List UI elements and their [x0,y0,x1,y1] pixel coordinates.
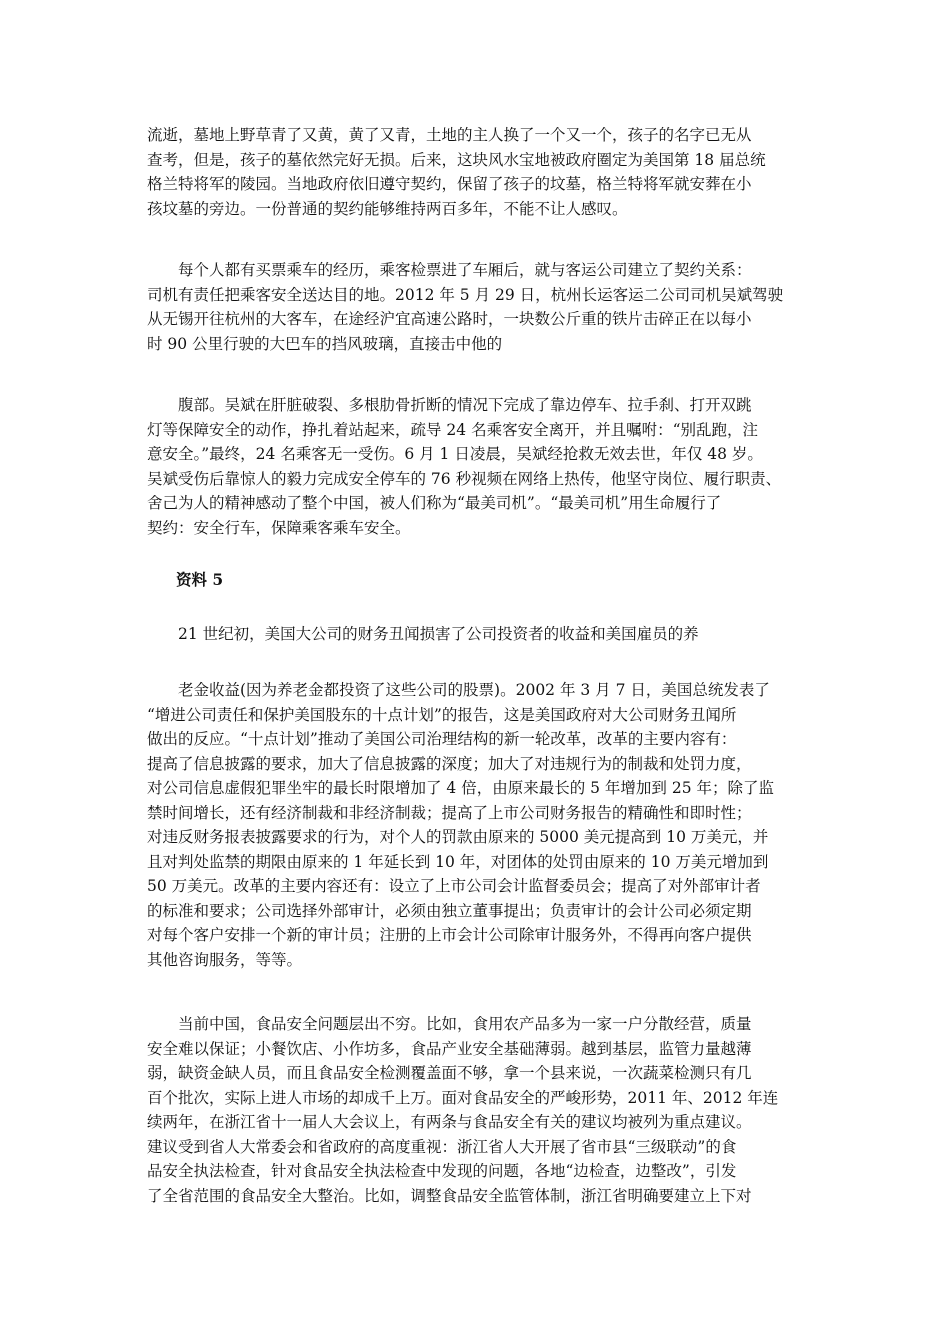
text-line: 建议受到省人大常委会和省政府的高度重视：浙江省人大开展了省市县“三级联动”的食 [147,1137,737,1156]
text-line: 意安全。”最终，24 名乘客无一受伤。6 月 1 日凌晨，吴斌经抢救无效去世，年仅 48 岁。 [147,445,763,463]
text-line: 流逝，墓地上野草青了又黄，黄了又青，土地的主人换了一个又一个，孩子的名字已无从 [147,126,752,144]
text-line: 弱，缺资金缺人员，而且食品安全检测覆盖面不够，拿一个县来说，一次蔬菜检测只有几 [147,1064,752,1082]
text-line: 当前中国，食品安全问题层出不穷。比如，食用农产品多为一家一户分散经营，质量 [147,1015,752,1033]
text-line: 每个人都有买票乘车的经历，乘客检票进了车厢后，就与客运公司建立了契约关系： [147,261,752,279]
paragraph-bus-ticket [147,258,807,356]
paragraph-driver-wu-bin [147,393,807,540]
text-line: 查考，但是，孩子的墓依然完好无损。后来，这块风水宝地被政府圈定为美国第 18 届总统 [147,150,766,169]
paragraph-grave-contract [147,123,807,221]
text-line: 灯等保障安全的动作，挣扎着站起来，疏导 24 名乘客安全离开，并且嘱咐：“别乱跑，注 [147,420,759,439]
text-line: 时 90 公里行驶的大巴车的挡风玻璃，直接击中他的 [147,334,503,353]
text-line: 格兰特将军的陵园。当地政府依旧遵守契约，保留了孩子的坟墓，格兰特将军就安葬在小 [147,175,752,193]
text-line: 司机有责任把乘客安全送达目的地。2012 年 5 月 29 日，杭州长运客运二公司司机吴斌驾驶 [147,285,784,304]
text-line: 对公司信息虚假犯罪坐牢的最长时限增加了 4 倍，由原来最长的 5 年增加到 25 年；除了监 [147,779,775,797]
text-line: “增进公司责任和保护美国股东的十点计划”的报告，这是美国政府对大公司财务丑闻所 [147,705,737,724]
text-line: 从无锡开往杭州的大客车，在途经沪宜高速公路时，一块数公斤重的铁片击碎正在以每小 [147,310,752,328]
text-line: 契约：安全行车，保障乘客乘车安全。 [147,518,411,537]
text-line: 品安全执法检查，针对食品安全执法检查中发现的问题，各地“边检查，边整改”，引发 [147,1162,737,1180]
text-line: 做出的反应。“十点计划”推动了美国公司治理结构的新一轮改革，改革的主要内容有： [147,730,737,748]
text-line: 且对判处监禁的期限由原来的 1 年延长到 10 年，对团体的处罚由原来的 10 万美元增加到 [147,852,769,871]
paragraph-us-scandal-intro [147,622,807,647]
text-line: 提高了信息披露的要求，加大了信息披露的深度；加大了对违规行为的制裁和处罚力度， [147,754,752,773]
text-line: 续两年，在浙江省十一届人大会议上，有两条与食品安全有关的建议均被列为重点建议。 [147,1113,752,1131]
text-line: 禁时间增长，还有经济制裁和非经济制裁；提高了上市公司财务报告的精确性和即时性； [147,803,752,822]
section-heading: 资料 5 [176,570,224,589]
text-line: 腹部。吴斌在肝脏破裂、多根肋骨折断的情况下完成了靠边停车、拉手刹、打开双跳 [147,396,752,414]
text-line: 21 世纪初，美国大公司的财务丑闻损害了公司投资者的收益和美国雇员的养 [147,625,699,643]
text-line: 孩坟墓的旁边。一份普通的契约能够维持两百多年，不能不让人感叹。 [147,199,628,218]
text-line: 舍己为人的精神感动了整个中国，被人们称为“最美司机”。“最美司机”用生命履行了 [147,494,722,512]
text-line: 吴斌受伤后靠惊人的毅力完成安全停车的 76 秒视频在网络上热传，他坚守岗位、履行职责、 [147,469,782,488]
text-line: 对违反财务报表披露要求的行为，对个人的罚款由原来的 5000 美元提高到 10 万美元，并 [147,828,769,846]
paragraph-ten-point-plan [147,678,807,972]
text-line: 对每个客户安排一个新的审计员；注册的上市会计公司除审计服务外，不得再向客户提供 [147,926,752,944]
text-line: 了全省范围的食品安全大整治。比如，调整食品安全监管体制，浙江省明确要建立上下对 [147,1186,752,1205]
text-line: 安全难以保证；小餐饮店、小作坊多，食品产业安全基础薄弱。越到基层，监管力量越薄 [147,1039,752,1058]
text-line: 的标准和要求；公司选择外部审计，必须由独立董事提出；负责审计的会计公司必须定期 [147,901,752,920]
text-line: 老金收益(因为养老金都投资了这些公司的股票)。2002 年 3 月 7 日，美国总统发表了 [147,681,770,699]
text-line: 50 万美元。改革的主要内容还有：设立了上市公司会计监督委员会；提高了对外部审计者 [147,877,761,895]
text-line: 百个批次，实际上进人市场的却成千上万。面对食品安全的严峻形势，2011 年、2012 年连 [147,1088,779,1107]
text-line: 其他咨询服务，等等。 [147,950,303,969]
paragraph-food-safety [147,1012,807,1208]
